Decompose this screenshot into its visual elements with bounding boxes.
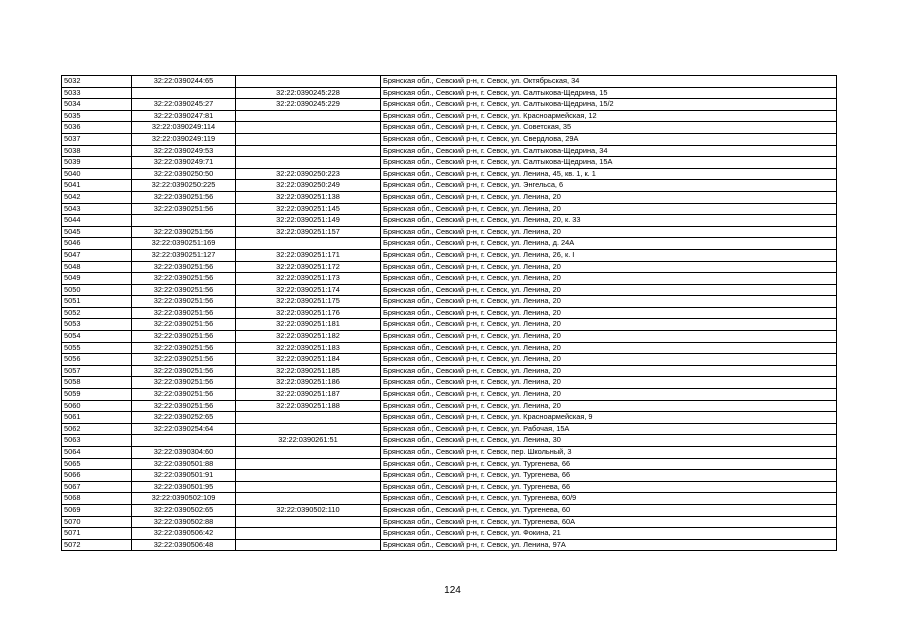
table-row [62,504,837,516]
address-cell: Брянская обл., Севский р-н, г. Севск, ул. Октябрьская, 34 [381,76,837,88]
address-cell: Брянская обл., Севский р-н, г. Севск, ул. Ленина, д. 24А [381,238,837,250]
row-number-cell: 5065 [62,458,132,470]
table-row [62,133,837,145]
table-row [62,180,837,192]
cadastral-number-cell: 32:22:0390249:114 [132,122,236,134]
table-row [62,284,837,296]
cadastral-number-cell: 32:22:0390502:109 [132,493,236,505]
row-number-cell: 5072 [62,539,132,551]
row-number-cell: 5069 [62,504,132,516]
address-cell: Брянская обл., Севский р-н, г. Севск, ул. Ленина, 20 [381,377,837,389]
cadastral-number-cell: 32:22:0390244:65 [132,76,236,88]
address-cell: Брянская обл., Севский р-н, г. Севск, ул. Тургенева, 60/9 [381,493,837,505]
row-number-cell: 5056 [62,354,132,366]
premises-number-cell: 32:22:0390251:157 [236,226,381,238]
table-row [62,238,837,250]
premises-number-cell: 32:22:0390251:149 [236,215,381,227]
cadastral-number-cell: 32:22:0390502:65 [132,504,236,516]
address-cell: Брянская обл., Севский р-н, г. Севск, ул. Тургенева, 60 [381,504,837,516]
row-number-cell: 5055 [62,342,132,354]
table-row [62,145,837,157]
address-cell: Брянская обл., Севский р-н, г. Севск, ул. Советская, 35 [381,122,837,134]
premises-number-cell: 32:22:0390245:228 [236,87,381,99]
premises-number-cell: 32:22:0390251:171 [236,249,381,261]
row-number-cell: 5046 [62,238,132,250]
row-number-cell: 5034 [62,99,132,111]
row-number-cell: 5052 [62,307,132,319]
address-cell: Брянская обл., Севский р-н, г. Севск, ул. Салтыкова-Щедрина, 15 [381,87,837,99]
cadastral-number-cell: 32:22:0390251:56 [132,377,236,389]
table-row [62,539,837,551]
row-number-cell: 5036 [62,122,132,134]
cadastral-number-cell: 32:22:0390254:64 [132,423,236,435]
address-cell: Брянская обл., Севский р-н, г. Севск, ул. Ленина, 20 [381,307,837,319]
row-number-cell: 5033 [62,87,132,99]
page-number: 124 [444,585,461,596]
premises-number-cell: 32:22:0390251:175 [236,296,381,308]
cadastral-number-cell: 32:22:0390251:56 [132,342,236,354]
premises-number-cell [236,238,381,250]
address-cell: Брянская обл., Севский р-н, г. Севск, ул. Красноармейская, 12 [381,110,837,122]
row-number-cell: 5039 [62,157,132,169]
premises-number-cell: 32:22:0390502:110 [236,504,381,516]
cadastral-number-cell: 32:22:0390251:127 [132,249,236,261]
premises-number-cell [236,481,381,493]
table-row [62,249,837,261]
cadastral-number-cell [132,435,236,447]
premises-number-cell: 32:22:0390251:185 [236,365,381,377]
cadastral-number-cell: 32:22:0390249:53 [132,145,236,157]
cadastral-number-cell: 32:22:0390251:169 [132,238,236,250]
premises-number-cell [236,539,381,551]
table-row [62,354,837,366]
row-number-cell: 5050 [62,284,132,296]
address-cell: Брянская обл., Севский р-н, г. Севск, ул. Красноармейская, 9 [381,412,837,424]
cadastral-number-cell: 32:22:0390251:56 [132,365,236,377]
row-number-cell: 5066 [62,470,132,482]
table-row [62,331,837,343]
address-cell: Брянская обл., Севский р-н, г. Севск, ул. Салтыкова-Щедрина, 15А [381,157,837,169]
table-row [62,493,837,505]
cadastral-number-cell: 32:22:0390304:60 [132,447,236,459]
cadastral-number-cell: 32:22:0390501:88 [132,458,236,470]
premises-number-cell: 32:22:0390251:173 [236,273,381,285]
cadastral-number-cell: 32:22:0390502:88 [132,516,236,528]
row-number-cell: 5045 [62,226,132,238]
table-row [62,389,837,401]
row-number-cell: 5048 [62,261,132,273]
premises-number-cell: 32:22:0390261:51 [236,435,381,447]
cadastral-number-cell: 32:22:0390245:27 [132,99,236,111]
row-number-cell: 5040 [62,168,132,180]
address-cell: Брянская обл., Севский р-н, г. Севск, ул. Ленина, 20 [381,365,837,377]
table-row [62,203,837,215]
table-row [62,377,837,389]
cadastral-number-cell: 32:22:0390251:56 [132,400,236,412]
row-number-cell: 5044 [62,215,132,227]
table-row [62,516,837,528]
cadastral-number-cell: 32:22:0390250:225 [132,180,236,192]
cadastral-number-cell: 32:22:0390250:50 [132,168,236,180]
cadastral-number-cell: 32:22:0390251:56 [132,284,236,296]
table-row [62,447,837,459]
cadastral-number-cell: 32:22:0390251:56 [132,203,236,215]
premises-number-cell [236,157,381,169]
cadastral-number-cell [132,87,236,99]
premises-number-cell [236,470,381,482]
cadastral-number-cell: 32:22:0390252:65 [132,412,236,424]
row-number-cell: 5053 [62,319,132,331]
cadastral-number-cell [132,215,236,227]
premises-number-cell: 32:22:0390250:249 [236,180,381,192]
premises-number-cell [236,122,381,134]
table-row [62,87,837,99]
property-register-table [61,75,837,551]
row-number-cell: 5064 [62,447,132,459]
cadastral-number-cell: 32:22:0390251:56 [132,261,236,273]
cadastral-number-cell: 32:22:0390501:91 [132,470,236,482]
row-number-cell: 5058 [62,377,132,389]
premises-number-cell: 32:22:0390251:176 [236,307,381,319]
premises-number-cell: 32:22:0390251:182 [236,331,381,343]
table-row [62,99,837,111]
address-cell: Брянская обл., Севский р-н, г. Севск, пер. Школьный, 3 [381,447,837,459]
address-cell: Брянская обл., Севский р-н, г. Севск, ул. Тургенева, 60А [381,516,837,528]
table-row [62,273,837,285]
premises-number-cell [236,447,381,459]
address-cell: Брянская обл., Севский р-н, г. Севск, ул. Рабочая, 15А [381,423,837,435]
premises-number-cell [236,423,381,435]
premises-number-cell: 32:22:0390251:138 [236,191,381,203]
row-number-cell: 5061 [62,412,132,424]
address-cell: Брянская обл., Севский р-н, г. Севск, ул. Ленина, 20 [381,284,837,296]
table-row [62,458,837,470]
table-row [62,215,837,227]
row-number-cell: 5057 [62,365,132,377]
premises-number-cell [236,458,381,470]
table-row [62,261,837,273]
cadastral-number-cell: 32:22:0390249:71 [132,157,236,169]
row-number-cell: 5062 [62,423,132,435]
cadastral-number-cell: 32:22:0390251:56 [132,307,236,319]
premises-number-cell: 32:22:0390251:188 [236,400,381,412]
row-number-cell: 5054 [62,331,132,343]
premises-number-cell: 32:22:0390251:181 [236,319,381,331]
cadastral-number-cell: 32:22:0390251:56 [132,354,236,366]
cadastral-number-cell: 32:22:0390251:56 [132,389,236,401]
row-number-cell: 5051 [62,296,132,308]
address-cell: Брянская обл., Севский р-н, г. Севск, ул. Ленина, 20 [381,226,837,238]
premises-number-cell: 32:22:0390250:223 [236,168,381,180]
table-row [62,110,837,122]
row-number-cell: 5038 [62,145,132,157]
row-number-cell: 5049 [62,273,132,285]
address-cell: Брянская обл., Севский р-н, г. Севск, ул. Ленина, 20 [381,354,837,366]
cadastral-number-cell: 32:22:0390251:56 [132,331,236,343]
address-cell: Брянская обл., Севский р-н, г. Севск, ул. Ленина, 20 [381,319,837,331]
address-cell: Брянская обл., Севский р-н, г. Севск, ул. Ленина, 20 [381,400,837,412]
row-number-cell: 5032 [62,76,132,88]
address-cell: Брянская обл., Севский р-н, г. Севск, ул. Тургенева, 66 [381,470,837,482]
address-cell: Брянская обл., Севский р-н, г. Севск, ул. Ленина, 20 [381,342,837,354]
table-row [62,191,837,203]
premises-number-cell: 32:22:0390251:184 [236,354,381,366]
premises-number-cell [236,133,381,145]
cadastral-number-cell: 32:22:0390249:119 [132,133,236,145]
table-row [62,412,837,424]
address-cell: Брянская обл., Севский р-н, г. Севск, ул. Ленина, 20 [381,331,837,343]
table-row [62,157,837,169]
row-number-cell: 5035 [62,110,132,122]
address-cell: Брянская обл., Севский р-н, г. Севск, ул. Энгельса, 6 [381,180,837,192]
row-number-cell: 5060 [62,400,132,412]
cadastral-number-cell: 32:22:0390506:48 [132,539,236,551]
premises-number-cell [236,528,381,540]
address-cell: Брянская обл., Севский р-н, г. Севск, ул. Тургенева, 66 [381,458,837,470]
cadastral-number-cell: 32:22:0390247:81 [132,110,236,122]
premises-number-cell [236,412,381,424]
premises-number-cell: 32:22:0390245:229 [236,99,381,111]
row-number-cell: 5043 [62,203,132,215]
row-number-cell: 5071 [62,528,132,540]
table-row [62,226,837,238]
address-cell: Брянская обл., Севский р-н, г. Севск, ул. Ленина, 20, к. 33 [381,215,837,227]
address-cell: Брянская обл., Севский р-н, г. Севск, ул. Ленина, 20 [381,389,837,401]
address-cell: Брянская обл., Севский р-н, г. Севск, ул. Ленина, 20 [381,203,837,215]
row-number-cell: 5063 [62,435,132,447]
cadastral-number-cell: 32:22:0390501:95 [132,481,236,493]
table-row [62,342,837,354]
address-cell: Брянская обл., Севский р-н, г. Севск, ул. Салтыкова-Щедрина, 15/2 [381,99,837,111]
table-row [62,122,837,134]
premises-number-cell [236,110,381,122]
premises-number-cell [236,493,381,505]
address-cell: Брянская обл., Севский р-н, г. Севск, ул. Свердлова, 29А [381,133,837,145]
table-row [62,400,837,412]
row-number-cell: 5070 [62,516,132,528]
table-row [62,365,837,377]
row-number-cell: 5042 [62,191,132,203]
address-cell: Брянская обл., Севский р-н, г. Севск, ул. Тургенева, 66 [381,481,837,493]
table-row [62,307,837,319]
address-cell: Брянская обл., Севский р-н, г. Севск, ул. Ленина, 30 [381,435,837,447]
row-number-cell: 5037 [62,133,132,145]
cadastral-number-cell: 32:22:0390251:56 [132,319,236,331]
table-row [62,528,837,540]
row-number-cell: 5067 [62,481,132,493]
cadastral-number-cell: 32:22:0390251:56 [132,273,236,285]
premises-number-cell: 32:22:0390251:186 [236,377,381,389]
address-cell: Брянская обл., Севский р-н, г. Севск, ул. Ленина, 20 [381,273,837,285]
table-row [62,296,837,308]
cadastral-number-cell: 32:22:0390251:56 [132,296,236,308]
address-cell: Брянская обл., Севский р-н, г. Севск, ул. Ленина, 26, к. I [381,249,837,261]
premises-number-cell: 32:22:0390251:187 [236,389,381,401]
table-row [62,76,837,88]
cadastral-number-cell: 32:22:0390251:56 [132,191,236,203]
table-row [62,481,837,493]
table-row [62,470,837,482]
address-cell: Брянская обл., Севский р-н, г. Севск, ул. Фокина, 21 [381,528,837,540]
address-cell: Брянская обл., Севский р-н, г. Севск, ул. Ленина, 20 [381,261,837,273]
table-row [62,319,837,331]
cadastral-number-cell: 32:22:0390506:42 [132,528,236,540]
address-cell: Брянская обл., Севский р-н, г. Севск, ул. Салтыкова-Щедрина, 34 [381,145,837,157]
row-number-cell: 5047 [62,249,132,261]
register-table-body [62,76,837,551]
row-number-cell: 5041 [62,180,132,192]
row-number-cell: 5068 [62,493,132,505]
address-cell: Брянская обл., Севский р-н, г. Севск, ул. Ленина, 20 [381,191,837,203]
table-row [62,168,837,180]
cadastral-number-cell: 32:22:0390251:56 [132,226,236,238]
row-number-cell: 5059 [62,389,132,401]
premises-number-cell [236,516,381,528]
table-row [62,423,837,435]
premises-number-cell [236,76,381,88]
premises-number-cell: 32:22:0390251:174 [236,284,381,296]
address-cell: Брянская обл., Севский р-н, г. Севск, ул. Ленина, 97А [381,539,837,551]
table-row [62,435,837,447]
address-cell: Брянская обл., Севский р-н, г. Севск, ул. Ленина, 45, кв. 1, к. 1 [381,168,837,180]
premises-number-cell [236,145,381,157]
premises-number-cell: 32:22:0390251:172 [236,261,381,273]
premises-number-cell: 32:22:0390251:183 [236,342,381,354]
address-cell: Брянская обл., Севский р-н, г. Севск, ул. Ленина, 20 [381,296,837,308]
premises-number-cell: 32:22:0390251:145 [236,203,381,215]
